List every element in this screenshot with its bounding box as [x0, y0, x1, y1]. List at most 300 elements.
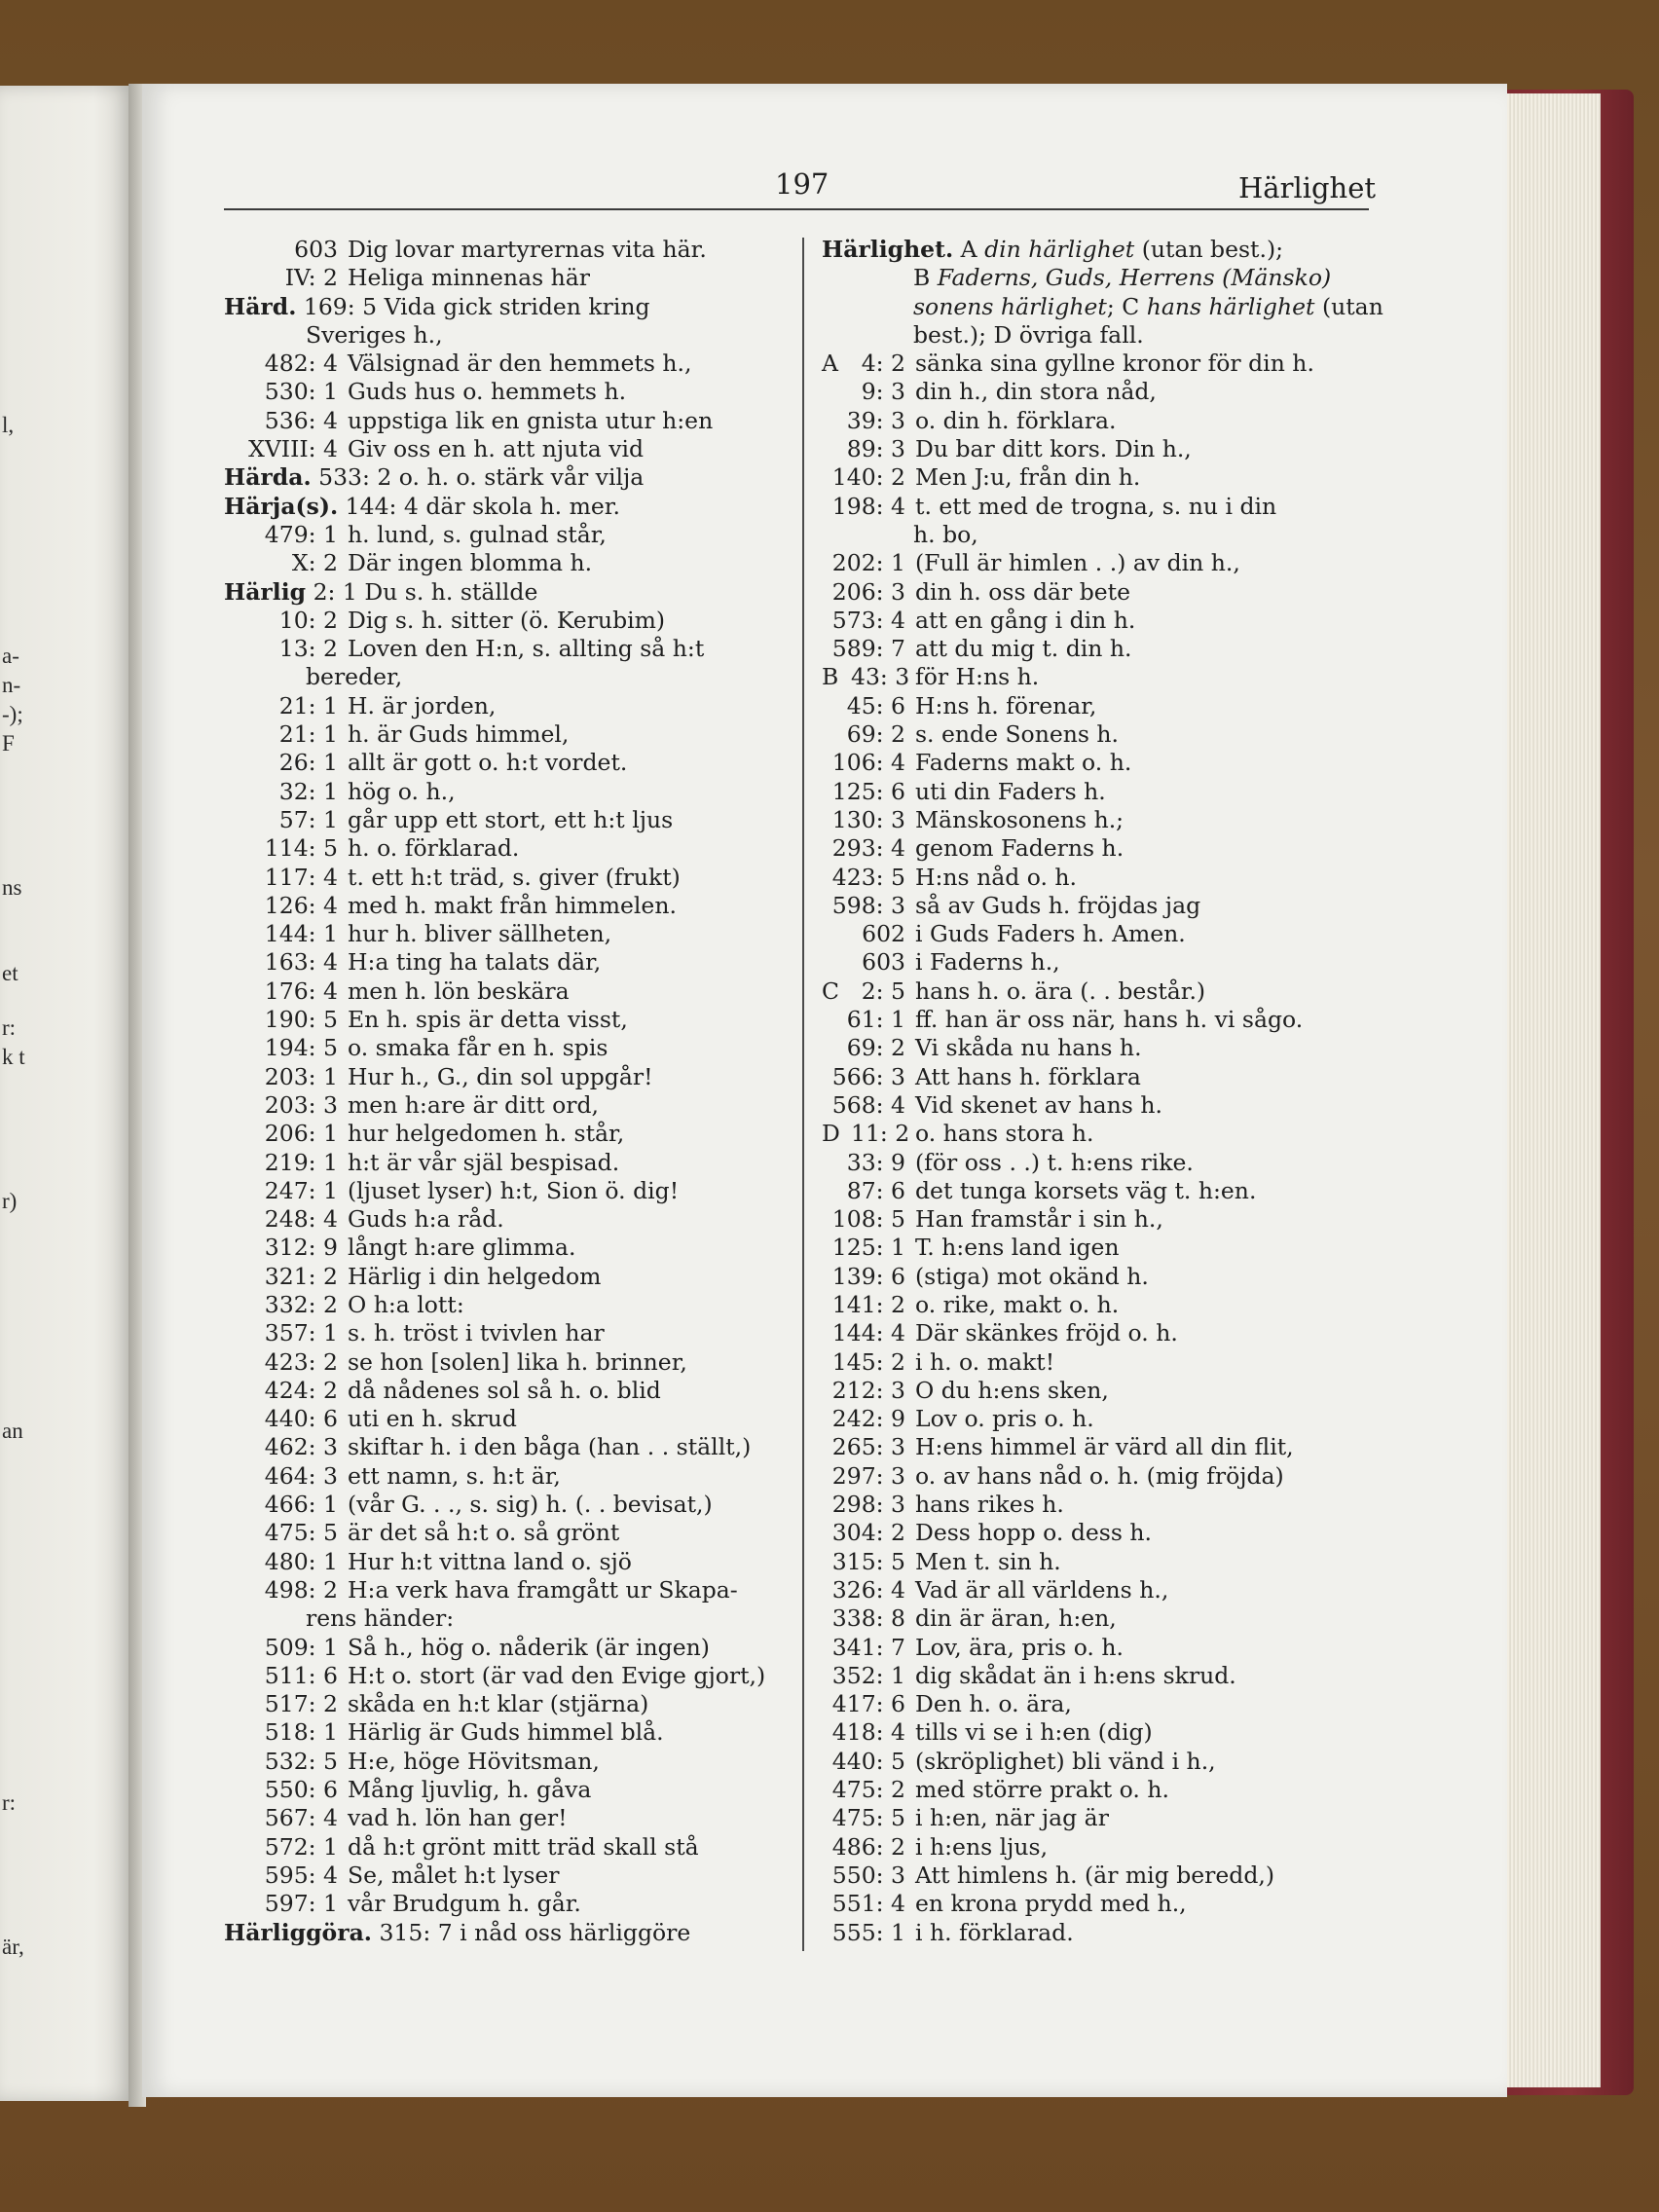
reference-text: Men J:u, från din h.	[915, 463, 1141, 492]
index-line	[224, 607, 787, 635]
index-line	[822, 948, 1377, 977]
left-page-fragment: -);	[2, 702, 23, 726]
reference-number: 203: 3	[264, 1090, 338, 1119]
intro-text: (utan	[1314, 292, 1383, 320]
reference-text: h. är Guds himmel,	[348, 720, 570, 749]
reference-text: i h:en, när jag är	[915, 1804, 1109, 1832]
index-line	[224, 920, 787, 948]
index-line	[822, 977, 1377, 1006]
reference-number: 293: 4	[831, 834, 905, 863]
left-page-fragment: är,	[2, 1935, 24, 1959]
reference-number: 321: 2	[264, 1262, 338, 1290]
headword: Härlighet.	[822, 236, 954, 263]
index-line	[822, 1091, 1377, 1120]
headword-reference: 144: 4 där skola h. mer.	[338, 492, 620, 520]
reference-number: 423: 5	[831, 863, 905, 891]
reference-number: 61: 1	[846, 1006, 905, 1034]
left-page	[0, 86, 134, 2101]
index-line	[822, 1291, 1377, 1319]
index-line	[822, 1462, 1377, 1491]
index-line	[822, 806, 1377, 834]
index-line	[822, 1634, 1377, 1662]
reference-text: H:ns nåd o. h.	[915, 863, 1078, 891]
reference-text: Att hans h. förklara	[915, 1062, 1141, 1090]
reference-text: Giv oss en h. att njuta vid	[348, 435, 645, 463]
reference-number: 202: 1	[831, 549, 905, 577]
reference-number: 595: 4	[264, 1861, 338, 1889]
index-line	[224, 1634, 787, 1662]
reference-text: Vi skåda nu hans h.	[915, 1034, 1142, 1062]
index-line	[224, 1377, 787, 1405]
reference-text: o. rike, makt o. h.	[915, 1290, 1120, 1318]
reference-text: H:e, höge Hövitsman,	[348, 1747, 600, 1775]
reference-text: Guds hus o. hemmets h.	[348, 378, 627, 406]
index-line	[822, 1377, 1377, 1405]
section-letter: A	[822, 350, 838, 378]
section-intro-line	[822, 264, 1377, 292]
reference-number: 464: 3	[264, 1461, 338, 1490]
reference-number: 603	[862, 948, 905, 977]
reference-text: Vid skenet av hans h.	[915, 1090, 1162, 1119]
reference-text: Se, målet h:t lyser	[348, 1861, 560, 1889]
index-line	[822, 1776, 1377, 1804]
reference-text: Loven den H:n, s. allting så h:t	[348, 635, 705, 663]
reference-number: 144: 4	[831, 1319, 905, 1347]
reference-text: för H:ns h.	[915, 663, 1040, 691]
section-intro-line	[822, 321, 1377, 350]
left-page-fragment: k t	[2, 1045, 25, 1069]
reference-text: (ljuset lyser) h:t, Sion ö. dig!	[348, 1176, 680, 1204]
index-line	[822, 1405, 1377, 1433]
index-line	[822, 1548, 1377, 1576]
reference-number: 33: 9	[846, 1148, 905, 1176]
page-number: 197	[775, 167, 830, 201]
index-line	[822, 1319, 1377, 1347]
reference-text: Han framstår i sin h.,	[915, 1205, 1163, 1234]
continuation-text: rens händer:	[306, 1604, 455, 1633]
reference-text: allt är gott o. h:t vordet.	[348, 749, 628, 777]
reference-text: vad h. lön han ger!	[348, 1804, 568, 1832]
reference-number: 125: 1	[831, 1234, 905, 1262]
reference-number: 315: 5	[831, 1547, 905, 1575]
index-line	[224, 1034, 787, 1062]
left-page-fragment: l,	[2, 413, 15, 437]
index-line	[822, 1348, 1377, 1377]
index-line	[822, 1120, 1377, 1148]
reference-number: 9: 3	[861, 378, 905, 406]
reference-text: i Faderns h.,	[915, 948, 1060, 977]
index-line	[822, 607, 1377, 635]
reference-text: Lov, ära, pris o. h.	[915, 1633, 1124, 1661]
index-line	[822, 378, 1377, 406]
reference-text: Där skänkes fröjd o. h.	[915, 1319, 1178, 1347]
reference-number: 312: 9	[264, 1234, 338, 1262]
reference-number: 511: 6	[264, 1661, 338, 1689]
reference-number: 326: 4	[831, 1575, 905, 1604]
headword-reference: 533: 2 o. h. o. stärk vår vilja	[311, 463, 645, 492]
reference-number: 462: 3	[264, 1433, 338, 1461]
reference-text: o. smaka får en h. spis	[348, 1034, 608, 1062]
reference-number: 568: 4	[831, 1090, 905, 1119]
intro-text: sonens härlighet	[913, 292, 1107, 320]
index-line	[822, 1063, 1377, 1091]
reference-number: 163: 4	[264, 948, 338, 977]
index-line	[822, 1263, 1377, 1291]
reference-text: (Full är himlen . .) av din h.,	[915, 549, 1240, 577]
reference-number: 603	[294, 236, 338, 263]
reference-text: att du mig t. din h.	[915, 635, 1132, 663]
intro-text: B	[913, 264, 938, 292]
section-letter: C	[822, 977, 839, 1005]
reference-number: 555: 1	[831, 1918, 905, 1946]
reference-text: med större prakt o. h.	[915, 1776, 1169, 1804]
left-page-fragment: r)	[2, 1189, 18, 1213]
reference-text: din h. oss där bete	[915, 577, 1131, 606]
reference-text: din h., din stora nåd,	[915, 378, 1157, 406]
reference-number: 517: 2	[264, 1690, 338, 1718]
reference-text: Härlig i din helgedom	[348, 1262, 602, 1290]
reference-number: 265: 3	[831, 1433, 905, 1461]
reference-text: Hur h:t vittna land o. sjö	[348, 1547, 632, 1575]
reference-number: 332: 2	[264, 1290, 338, 1318]
intro-text: A	[960, 236, 985, 263]
reference-text: T. h:ens land igen	[915, 1234, 1120, 1262]
section-letter: D	[822, 1120, 840, 1148]
reference-number: 352: 1	[831, 1661, 905, 1689]
index-line	[822, 635, 1377, 663]
reference-text: då nådenes sol så h. o. blid	[348, 1376, 661, 1404]
index-line	[224, 435, 787, 463]
reference-number: 248: 4	[264, 1205, 338, 1234]
reference-number: 13: 2	[278, 635, 338, 663]
reference-text: genom Faderns h.	[915, 834, 1124, 863]
reference-number: 198: 4	[831, 492, 905, 520]
index-line	[822, 1149, 1377, 1177]
continuation-text: Sveriges h.,	[306, 320, 443, 349]
index-line	[224, 948, 787, 977]
headword: Härliggöra.	[224, 1918, 372, 1946]
reference-number: 117: 4	[264, 863, 338, 891]
index-line	[822, 1491, 1377, 1519]
index-line	[224, 892, 787, 920]
intro-text: best.); D övriga fall.	[913, 320, 1144, 349]
headword-reference: 315: 7 i nåd oss härliggöre	[372, 1918, 691, 1946]
reference-text: din är äran, h:en,	[915, 1604, 1117, 1633]
reference-number: 89: 3	[846, 435, 905, 463]
reference-number: 550: 6	[264, 1776, 338, 1804]
index-line	[224, 1718, 787, 1747]
index-line	[822, 1690, 1377, 1718]
reference-number: 190: 5	[264, 1006, 338, 1034]
reference-text: i h. förklarad.	[915, 1918, 1074, 1946]
reference-text: H:a ting ha talats där,	[348, 948, 602, 977]
reference-text: det tunga korsets väg t. h:en.	[915, 1176, 1257, 1204]
index-line	[224, 350, 787, 378]
headword: Härd.	[224, 292, 297, 320]
reference-number: 145: 2	[831, 1347, 905, 1376]
reference-number: 475: 2	[831, 1776, 905, 1804]
index-line	[224, 1234, 787, 1262]
reference-number: 242: 9	[831, 1405, 905, 1433]
reference-text: hans rikes h.	[915, 1491, 1064, 1519]
reference-number: XVIII: 4	[248, 435, 338, 463]
reference-number: 247: 1	[264, 1176, 338, 1204]
left-page-fragment: a-	[2, 644, 19, 668]
reference-number: 26: 1	[278, 749, 338, 777]
index-line	[224, 864, 787, 892]
reference-number: 2: 5	[861, 977, 905, 1005]
reference-text: s. ende Sonens h.	[915, 720, 1120, 749]
index-line	[224, 1776, 787, 1804]
reference-text: Så h., hög o. nåderik (är ingen)	[348, 1633, 710, 1661]
index-line	[822, 493, 1377, 521]
index-line	[822, 778, 1377, 806]
reference-number: 139: 6	[831, 1262, 905, 1290]
index-line	[224, 1263, 787, 1291]
reference-text: uti en h. skrud	[348, 1405, 517, 1433]
reference-text: o. din h. förklara.	[915, 406, 1117, 434]
continuation-text: bereder,	[306, 663, 403, 691]
reference-number: 141: 2	[831, 1290, 905, 1318]
reference-text: Faderns makt o. h.	[915, 749, 1132, 777]
reference-text: vår Brudgum h. går.	[348, 1890, 581, 1918]
index-line	[224, 1491, 787, 1519]
index-line	[822, 407, 1377, 435]
index-line	[224, 1433, 787, 1461]
reference-number: 43: 3	[851, 663, 910, 691]
index-line	[224, 1604, 787, 1633]
section-intro-line	[822, 292, 1383, 321]
reference-number: 297: 3	[831, 1461, 905, 1490]
reference-text: O h:a lott:	[348, 1290, 464, 1318]
reference-number: 417: 6	[831, 1690, 905, 1718]
reference-text: tills vi se i h:en (dig)	[915, 1718, 1153, 1747]
reference-number: 498: 2	[264, 1575, 338, 1604]
index-line	[224, 1091, 787, 1120]
reference-number: 479: 1	[264, 520, 338, 548]
reference-text: skiftar h. i den båga (han . . ställt,)	[348, 1433, 752, 1461]
reference-text: hög o. h.,	[348, 777, 456, 805]
header-rule	[224, 208, 1369, 210]
reference-number: 69: 2	[846, 1034, 905, 1062]
reference-text: i h:ens ljus,	[915, 1832, 1049, 1861]
index-line	[224, 1348, 787, 1377]
section-intro-line	[822, 236, 1377, 264]
index-line	[822, 1748, 1377, 1776]
reference-text: Mång ljuvlig, h. gåva	[348, 1776, 592, 1804]
index-line	[822, 663, 1377, 691]
reference-number: 45: 6	[846, 691, 905, 719]
reference-text: Du bar ditt kors. Din h.,	[915, 435, 1192, 463]
reference-text: med h. makt från himmelen.	[348, 891, 677, 919]
reference-text: o. hans stora h.	[915, 1120, 1094, 1148]
reference-number: 424: 2	[264, 1376, 338, 1404]
index-line	[224, 463, 787, 492]
reference-number: 482: 4	[264, 350, 338, 378]
index-line	[224, 1006, 787, 1034]
intro-text: Faderns, Guds, Herrens (Mänsko)	[937, 264, 1332, 292]
index-line	[822, 692, 1377, 720]
left-page-fragment: ns	[2, 875, 22, 900]
reference-text: men h:are är ditt ord,	[348, 1090, 599, 1119]
reference-number: 550: 3	[831, 1861, 905, 1889]
reference-number: 298: 3	[831, 1491, 905, 1519]
reference-text: h. o. förklarad.	[348, 834, 520, 863]
index-line	[224, 1748, 787, 1776]
index-line	[224, 1462, 787, 1491]
intro-text: ; C	[1106, 292, 1147, 320]
left-page-fragment: an	[2, 1419, 23, 1443]
reference-text: Dig s. h. sitter (ö. Kerubim)	[348, 606, 666, 634]
index-line	[224, 578, 787, 607]
reference-number: 551: 4	[831, 1890, 905, 1918]
index-line	[822, 1804, 1377, 1832]
reference-number: 480: 1	[264, 1547, 338, 1575]
reference-text: ff. han är oss när, hans h. vi sågo.	[915, 1006, 1304, 1034]
index-line	[224, 1862, 787, 1890]
reference-text: ett namn, s. h:t är,	[348, 1461, 561, 1490]
index-line	[224, 1063, 787, 1091]
reference-text: (stiga) mot okänd h.	[915, 1262, 1149, 1290]
reference-text: hur helgedomen h. står,	[348, 1120, 625, 1148]
left-page-fragment: n-	[2, 673, 21, 697]
index-line	[224, 749, 787, 777]
reference-number: 573: 4	[831, 606, 905, 634]
reference-text: (för oss . .) t. h:ens rike.	[915, 1148, 1194, 1176]
reference-text: h. lund, s. gulnad står,	[348, 520, 607, 548]
index-line	[822, 1919, 1377, 1947]
index-line	[822, 1718, 1377, 1747]
index-line	[224, 806, 787, 834]
index-line	[822, 864, 1377, 892]
reference-number: 486: 2	[831, 1832, 905, 1861]
reference-number: 194: 5	[264, 1034, 338, 1062]
reference-text: Guds h:a råd.	[348, 1205, 504, 1234]
reference-number: 530: 1	[264, 378, 338, 406]
reference-text: o. av hans nåd o. h. (mig fröjda)	[915, 1461, 1284, 1490]
index-line	[224, 1804, 787, 1832]
reference-number: 114: 5	[264, 834, 338, 863]
index-line	[224, 521, 787, 549]
reference-text: H:ens himmel är värd all din flit,	[915, 1433, 1294, 1461]
index-line	[822, 1234, 1377, 1262]
reference-text: uppstiga lik en gnista utur h:en	[348, 406, 714, 434]
reference-number: 206: 1	[264, 1120, 338, 1148]
reference-text: Härlig är Guds himmel blå.	[348, 1718, 664, 1747]
reference-text: t. ett med de trogna, s. nu i din	[915, 492, 1277, 520]
reference-number: 108: 5	[831, 1205, 905, 1234]
reference-number: 466: 1	[264, 1491, 338, 1519]
reference-number: 144: 1	[264, 920, 338, 948]
index-line	[822, 1890, 1377, 1918]
continuation-text: h. bo,	[913, 520, 978, 548]
reference-number: 212: 3	[831, 1376, 905, 1404]
headword: Härlig	[224, 577, 307, 606]
index-line	[822, 435, 1377, 463]
index-line	[224, 1405, 787, 1433]
reference-number: 423: 2	[264, 1347, 338, 1376]
reference-number: 304: 2	[831, 1519, 905, 1547]
index-line	[224, 834, 787, 863]
index-line	[224, 977, 787, 1006]
index-line	[224, 1576, 787, 1604]
index-line	[822, 1519, 1377, 1547]
left-page-fragment: et	[2, 961, 18, 985]
reference-number: 11: 2	[851, 1120, 910, 1148]
headword-reference: 2: 1 Du s. h. ställde	[306, 577, 538, 606]
reference-text: h:t är vår själ bespisad.	[348, 1148, 620, 1176]
reference-number: 597: 1	[264, 1890, 338, 1918]
reference-text: Dess hopp o. dess h.	[915, 1519, 1152, 1547]
reference-text: Mänskosonens h.;	[915, 805, 1124, 833]
index-line	[224, 720, 787, 749]
index-line	[822, 749, 1377, 777]
reference-text: då h:t grönt mitt träd skall stå	[348, 1832, 699, 1861]
index-line	[224, 1120, 787, 1148]
reference-number: 357: 1	[264, 1319, 338, 1347]
reference-number: 475: 5	[831, 1804, 905, 1832]
reference-number: 475: 5	[264, 1519, 338, 1547]
reference-text: uti din Faders h.	[915, 777, 1106, 805]
index-line	[822, 549, 1377, 577]
reference-number: 106: 4	[831, 749, 905, 777]
reference-number: 32: 1	[278, 777, 338, 805]
headword-reference: 169: 5 Vida gick striden kring	[296, 292, 650, 320]
reference-number: 140: 2	[831, 463, 905, 492]
index-line	[822, 350, 1377, 378]
index-line	[224, 1890, 787, 1918]
index-line	[822, 1833, 1377, 1862]
reference-text: Hur h., G., din sol uppgår!	[348, 1062, 653, 1090]
reference-text: O du h:ens sken,	[915, 1376, 1109, 1404]
headword: Härja(s).	[224, 492, 339, 520]
reference-number: 518: 1	[264, 1718, 338, 1747]
reference-text: skåda en h:t klar (stjärna)	[348, 1690, 649, 1718]
reference-text: i Guds Faders h. Amen.	[915, 920, 1186, 948]
index-line	[822, 920, 1377, 948]
index-line	[224, 1177, 787, 1205]
reference-number: 21: 1	[278, 720, 338, 749]
index-line	[224, 1690, 787, 1718]
reference-text: långt h:are glimma.	[348, 1234, 576, 1262]
reference-text: Välsignad är den hemmets h.,	[348, 350, 692, 378]
reference-number: 598: 3	[831, 891, 905, 919]
index-line	[224, 1291, 787, 1319]
reference-text: (skröplighet) bli vänd i h.,	[915, 1747, 1216, 1775]
reference-number: 126: 4	[264, 891, 338, 919]
index-line	[224, 692, 787, 720]
index-line	[224, 493, 787, 521]
reference-text: dig skådat än i h:ens skrud.	[915, 1661, 1236, 1689]
index-line	[224, 407, 787, 435]
index-line	[822, 1576, 1377, 1604]
index-line	[822, 521, 1377, 549]
reference-number: 566: 3	[831, 1062, 905, 1090]
reference-number: IV: 2	[284, 264, 338, 292]
intro-text: hans härlighet	[1146, 292, 1315, 320]
index-line	[224, 236, 787, 264]
index-line	[224, 663, 787, 691]
reference-text: H:a verk hava framgått ur Skapa-	[348, 1575, 738, 1604]
reference-text: går upp ett stort, ett h:t ljus	[348, 805, 674, 833]
reference-number: 219: 1	[264, 1148, 338, 1176]
page-edges	[1499, 93, 1601, 2087]
reference-number: 418: 4	[831, 1718, 905, 1747]
reference-number: 130: 3	[831, 805, 905, 833]
reference-number: 532: 5	[264, 1747, 338, 1775]
index-line	[822, 1205, 1377, 1234]
reference-text: Heliga minnenas här	[348, 264, 590, 292]
